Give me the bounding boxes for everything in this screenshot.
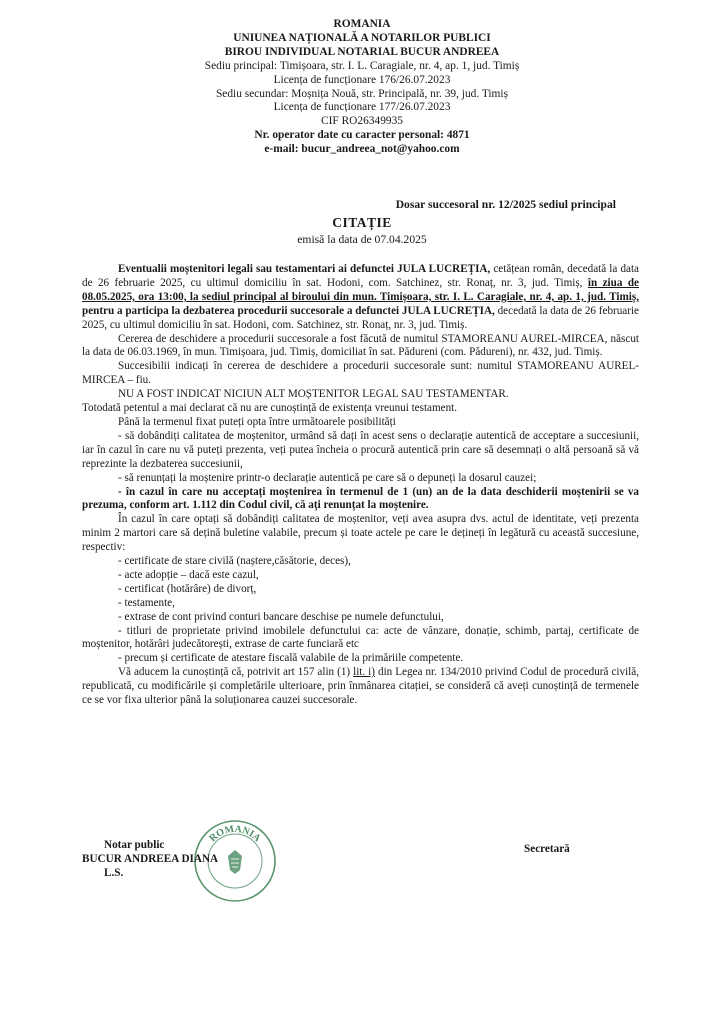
- header-office: BIROU INDIVIDUAL NOTARIAL BUCUR ANDREEA: [224, 45, 500, 58]
- option-renounce: - să renunțați la moștenire printr-o declarație autentică pe care să o depuneți la dosarul cauzei;: [118, 471, 537, 484]
- paragraph-legal-notice: [82, 666, 639, 708]
- notary-name: BUCUR ANDREEA DIANA: [82, 853, 219, 865]
- document-body: [82, 263, 639, 708]
- doc-item: - titluri de proprietate privind imobilele defunctului ca: acte de vânzare, donație, schimb, partaj, certificate de moștenitor, hotărâri judecătorești, extrase de carte funciară etc: [82, 624, 639, 651]
- issue-date: emisă la data de 07.04.2025: [297, 233, 427, 246]
- header-cif: CIF RO26349935: [321, 115, 403, 128]
- header-union: UNIUNEA NAȚIONALĂ A NOTARILOR PUBLICI: [233, 31, 491, 44]
- doc-item: - extrase de cont privind conturi bancare deschise pe numele defunctului,: [118, 610, 444, 623]
- header-operator: Nr. operator date cu caracter personal: 4871: [254, 129, 470, 142]
- legal-notice-start: Vă aducem la cunoștință că, potrivit art 157 alin (1): [118, 666, 354, 679]
- header-country: ROMANIA: [333, 18, 391, 30]
- letterhead: [0, 18, 724, 157]
- notary-signature-block: [82, 838, 218, 880]
- option-presumption: - în cazul în care nu acceptați moștenirea în termenul de 1 (un) an de la data deschiderii moștenirii se va prezuma, conform art. 1.112 din Codul civil, că ați renunțat la moștenire.: [82, 485, 639, 512]
- deceased-details-repeat: decedată la data de 26 februarie 2025, cu ultimul domiciliu în sat. Hodoni, com. Satchinez, str. Ronaț, nr. 3, jud. Timiș.: [82, 304, 639, 331]
- paragraph-required-documents: În cazul în care optați să dobândiți calitatea de moștenitor, veți avea asupra dvs. actul de identitate, veți prezenta minim 2 martori care să dețină buletine valabile, precum și toate actele pe care le dețineți în legătură cu această succesiune, respectiv:: [82, 513, 639, 554]
- header-license-main: Licența de funcționare 176/26.07.2023: [273, 73, 451, 86]
- paragraph-options-intro: Până la termenul fixat puteți opta între următoarele posibilități: [118, 415, 396, 428]
- document-title: CITAȚIE: [332, 215, 392, 230]
- header-seat-main: Sediu principal: Timișoara, str. I. L. Caragiale, nr. 4, ap. 1, jud. Timiș: [204, 59, 520, 72]
- doc-item: - certificate de stare civilă (naștere,căsătorie, deces),: [118, 555, 351, 568]
- doc-item: - precum și certificate de atestare fiscală valabile de la primăriile competente.: [118, 652, 464, 665]
- paragraph-successors: Succesibilii indicați în cererea de deschidere a procedurii succesorale sunt: numitul STAMOREANU AUREL-MIRCEA – fiu.: [82, 360, 639, 387]
- header-seat-secondary: Sediu secundar: Moșnița Nouă, str. Principală, nr. 39, jud. Timiș: [215, 87, 509, 100]
- seal-text: ROMANIA: [207, 823, 263, 845]
- paragraph-request: Cererea de deschidere a procedurii succesorale a fost făcută de numitul STAMOREANU AUREL-MIRCEA, născut la data de 06.03.1969, în mun. Timișoara, jud. Timiș, domiciliat în sat. Pădureni (com. Pădureni), nr. 432, jud. Timiș.: [82, 332, 639, 359]
- header-license-secondary: Licența de funcționare 177/26.07.2023: [273, 101, 451, 114]
- locus-sigilli: L.S.: [104, 867, 124, 879]
- paragraph-no-other-heirs: NU A FOST INDICAT NICIUN ALT MOȘTENITOR LEGAL SAU TESTAMENTAR.: [118, 388, 509, 401]
- heirs-call: Eventualii moștenitori legali sau testamentari ai defunctei JULA LUCREȚIA,: [118, 263, 491, 275]
- hearing-date-place: în ziua de 08.05.2025, ora 13:00, la sediul principal al biroului din mun. Timișoara, str. I. L. Caragiale, nr. 4, ap. 1, jud. Timiș,: [82, 276, 639, 303]
- notary-role: Notar public: [104, 839, 165, 851]
- doc-item: - certificat (hotărâre) de divorț,: [118, 582, 257, 595]
- paragraph-no-testament: Totodată petentul a mai declarat că nu are cunoștință de existența vreunui testament.: [82, 402, 458, 415]
- legal-notice-end: din Legea nr. 134/2010 privind Codul de procedură civilă, republicată, cu modificările și completările ulterioare, prin înmânarea citației, se consideră că aveți cunoștință de termenele ce se vor fixa ulterior până la soluționarea cauzei succesorale.: [82, 666, 639, 707]
- paragraph-summons: [82, 263, 639, 333]
- file-number: Dosar succesoral nr. 12/2025 sediul principal: [395, 198, 616, 211]
- deceased-details: cetățean român, decedată la data de 26 februarie 2025, cu ultimul domiciliu în sat. Hodoni, com. Satchinez, str. Ronaț, nr. 3, jud. Timiș,: [82, 263, 639, 289]
- hearing-purpose: pentru a participa la dezbaterea procedurii succesorale a defunctei JULA LUCREȚIA,: [82, 304, 495, 317]
- doc-item: - acte adopție – dacă este cazul,: [118, 568, 259, 581]
- option-accept: - să dobândiți calitatea de moștenitor, urmând să dați în acest sens o declarație autentică de acceptare a succesiunii, iar în cazul în care nu vă puteți prezenta, veți putea încheia o procură autentică prin care să desemnați o altă persoană să vă reprezinte la dezbaterea succesiunii,: [82, 429, 639, 470]
- legal-letter-ref: lit. i): [353, 666, 375, 679]
- header-email: e-mail: bucur_andreea_not@yahoo.com: [264, 143, 460, 156]
- doc-item: - testamente,: [118, 596, 175, 609]
- secretary-signature: Secretară: [524, 843, 570, 855]
